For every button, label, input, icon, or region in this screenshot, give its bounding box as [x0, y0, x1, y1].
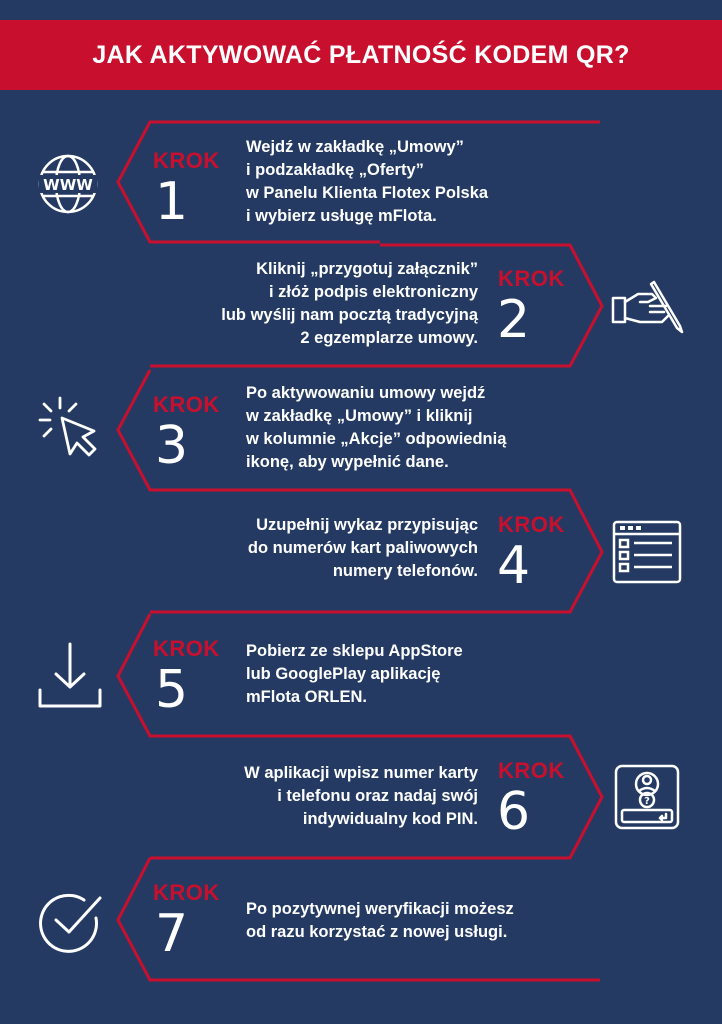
- step-3-number: 3: [155, 416, 189, 476]
- step-6-text: W aplikacji wpisz numer karty i telefonu oraz nadaj swój indywidualny kod PIN.: [244, 764, 478, 828]
- svg-text:?: ?: [644, 796, 650, 807]
- step-5-number: 5: [155, 660, 189, 720]
- cursor-click-icon: [36, 394, 108, 462]
- step-6-number: 6: [497, 782, 531, 842]
- step-7-text: Po pozytywnej weryfikacji możesz od razu korzystać z nowej usługi.: [246, 900, 514, 941]
- step-2-number: 2: [497, 290, 531, 350]
- check-circle-icon: [36, 888, 106, 958]
- list-form-icon: [612, 520, 682, 584]
- step-2-label: KROK: [498, 266, 565, 291]
- hand-signing-icon: [610, 276, 686, 336]
- step-5-label: KROK: [153, 636, 220, 661]
- globe-www-icon: [36, 152, 100, 216]
- step-5-text: Pobierz ze sklepu AppStore lub GooglePlay aplikację mFlota ORLEN.: [246, 642, 463, 706]
- step-1-number: 1: [155, 172, 189, 232]
- step-7-label: KROK: [153, 880, 220, 905]
- svg-text:WWW: WWW: [43, 176, 93, 194]
- download-icon: [36, 640, 104, 710]
- step-4-number: 4: [497, 536, 531, 596]
- step-1-text: Wejdź w zakładkę „Umowy” i podzakładkę „Oferty” w Panelu Klienta Flotex Polska i wybierz usługę mFlota.: [246, 138, 489, 225]
- step-2-text: Kliknij „przygotuj załącznik” i złóż podpis elektroniczny lub wyślij nam pocztą tradycyjną 2 egzemplarze umowy.: [221, 260, 478, 347]
- step-4-label: KROK: [498, 512, 565, 537]
- user-pin-card-icon: [614, 764, 680, 830]
- step-4-text: Uzupełnij wykaz przypisując do numerów kart paliwowych numery telefonów.: [247, 516, 478, 580]
- step-6-label: KROK: [498, 758, 565, 783]
- page-title: JAK AKTYWOWAĆ PŁATNOŚĆ KODEM QR?: [92, 40, 630, 69]
- step-7-number: 7: [155, 904, 189, 964]
- step-3-label: KROK: [153, 392, 220, 417]
- step-1-label: KROK: [153, 148, 220, 173]
- step-3-text: Po aktywowaniu umowy wejdź w zakładkę „Umowy” i kliknij w kolumnie „Akcje” odpowiednią ikonę, aby wypełnić dane.: [246, 384, 507, 471]
